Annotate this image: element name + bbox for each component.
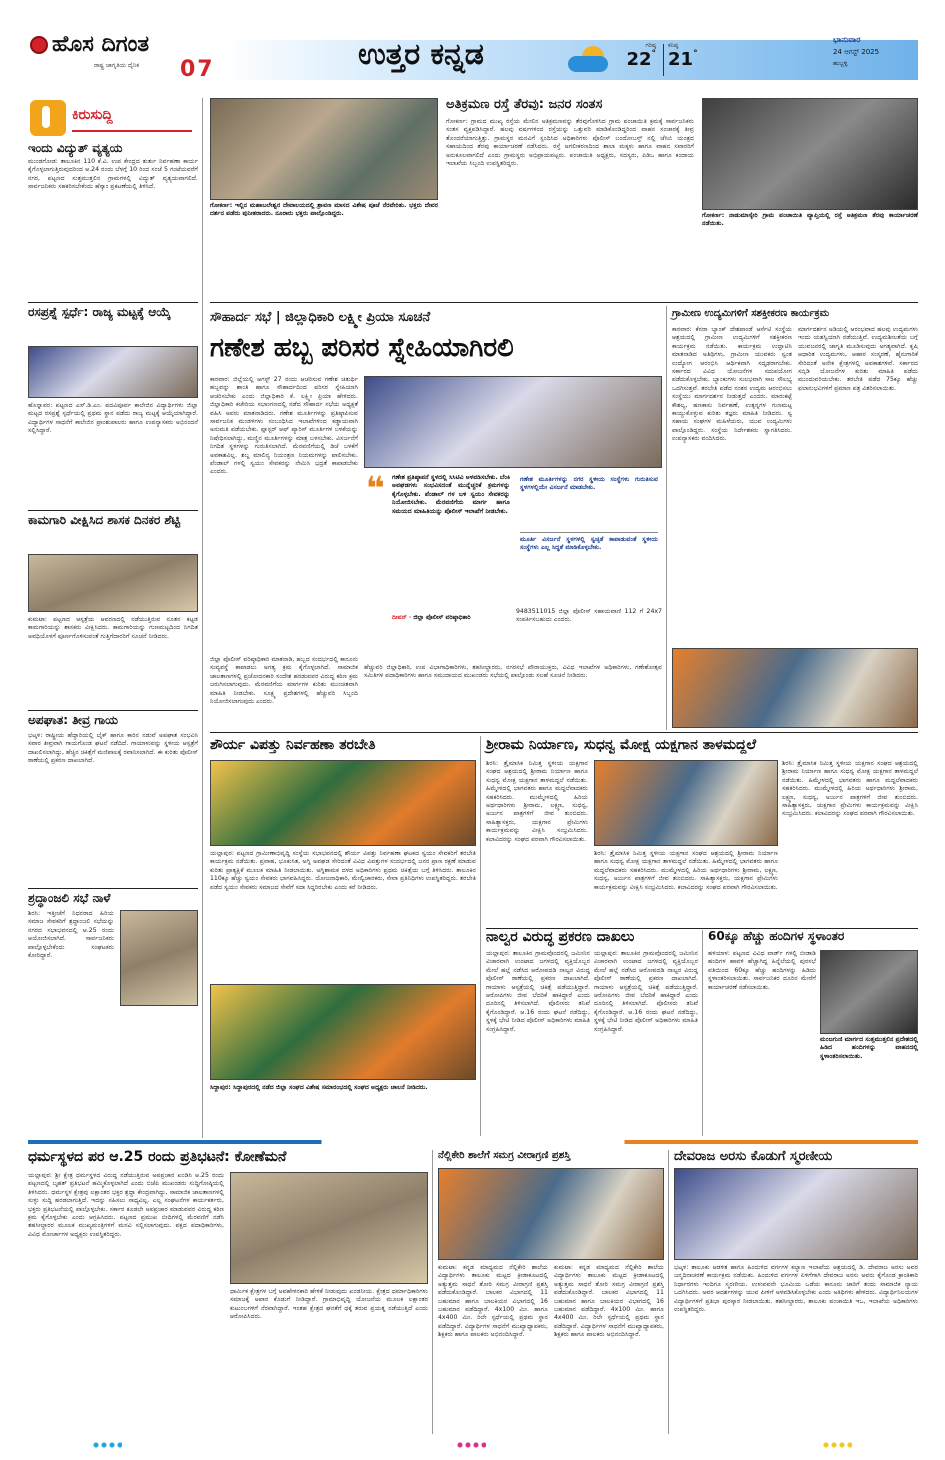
quote-box	[364, 469, 512, 662]
disaster-photo-2	[210, 984, 476, 1080]
disaster-title: ಶೌರ್ಯ ವಿಪತ್ತು ನಿರ್ವಹಣಾ ತರಬೇತಿ	[210, 737, 376, 753]
helpline-text: 9483511015 ಜಿಲ್ಲಾ ಪೊಲೀಸ್ ಸಹಾಯವಾಣಿ 112 ಗೆ 24x7 ಸಂಪರ್ಕಿಸಬಹುದು ಎಂದರು.	[516, 608, 662, 624]
weather-max-value: 22°	[626, 49, 656, 70]
page-number: 07	[180, 57, 215, 82]
logo-text: ಹೊಸ ದಿಗಂತ	[52, 32, 150, 57]
case-body: ಯಲ್ಲಾಪುರ: ತಾಲೂಕಿನ ಗ್ರಾಮವೊಂದರಲ್ಲಿ ಜಮೀನಿನ ವಿಚಾರವಾಗಿ ಉಂಟಾದ ಜಗಳದಲ್ಲಿ ವ್ಯಕ್ತಿಯೊಬ್ಬರ ಮೇಲೆ ಹಲ್ಲೆ ನಡೆಸಿದ ಆರೋಪದಡಿ ನಾಲ್ವರ ವಿರುದ್ಧ ಪೊಲೀಸ್ ಠಾಣೆಯಲ್ಲಿ ಪ್ರಕರಣ ದಾಖಲಾಗಿದೆ. ಗಾಯಾಳು ಆಸ್ಪತ್ರೆಯಲ್ಲಿ ಚಿಕಿತ್ಸೆ ಪಡೆಯುತ್ತಿದ್ದಾರೆ. ಆರೋಪಿಗಳು ಜೀವ ಬೆದರಿಕೆ ಹಾಕಿದ್ದಾರೆ ಎಂದು ದೂರಿನಲ್ಲಿ ತಿಳಿಸಲಾಗಿದೆ. ಪೊಲೀಸರು ತನಿಖೆ ಕೈಗೊಂಡಿದ್ದಾರೆ. ಆ.16 ರಂದು ಘಟನೆ ನಡೆದಿದ್ದು, ಸ್ಥಳಕ್ಕೆ ಭೇಟಿ ನೀಡಿದ ಪೊಲೀಸ್ ಅಧಿಕಾರಿಗಳು ಮಾಹಿತಿ ಸಂಗ್ರಹಿಸಿದ್ದಾರೆ.	[486, 950, 590, 1033]
weather-max	[622, 42, 662, 82]
logo-block	[28, 30, 243, 90]
rural-body: ಕಾರವಾರ: ಕೆನರಾ ಬ್ಯಾಂಕ್ ದೇಶಪಾಂಡೆ ಆರ್ಸೆಟಿ ಸಂಸ್ಥೆಯ ಆಶ್ರಯದಲ್ಲಿ ಗ್ರಾಮೀಣ ಉದ್ಯಮಿಗಳಿಗೆ ಸಶಕ್ತೀಕರಣ ಕಾರ್ಯಕ್ರಮ ನಡೆಯಿತು. ಕಾರ್ಯಕ್ರಮ ಉದ್ಘಾಟಿಸಿ ಮಾತನಾಡಿದ ಅತಿಥಿಗಳು, ಗ್ರಾಮೀಣ ಯುವಕರು ಸ್ವಂತ ಉದ್ಯೋಗ ಆರಂಭಿಸಿ ಆರ್ಥಿಕವಾಗಿ ಸದೃಢರಾಗಬೇಕು. ಸರ್ಕಾರದ ವಿವಿಧ ಯೋಜನೆಗಳ ಸದುಪಯೋಗ ಪಡೆದುಕೊಳ್ಳಬೇಕು. ಬ್ಯಾಂಕುಗಳು ಸುಲಭವಾಗಿ ಸಾಲ ಸೌಲಭ್ಯ ಒದಗಿಸುತ್ತವೆ. ತರಬೇತಿ ಪಡೆದ ನಂತರ ಉದ್ಯಮ ಆರಂಭಿಸಲು ಸಂಸ್ಥೆಯು ಮಾರ್ಗದರ್ಶನ ನೀಡುತ್ತದೆ ಎಂದರು. ಮಾರುಕಟ್ಟೆ ಕೌಶಲ್ಯ, ಹಣಕಾಸು ನಿರ್ವಹಣೆ, ಉತ್ಪನ್ನಗಳ ಗುಣಮಟ್ಟ ಕಾಯ್ದುಕೊಳ್ಳುವ ಕುರಿತು ತಜ್ಞರು ಮಾಹಿತಿ ನೀಡಿದರು. ಸ್ವ ಸಹಾಯ ಸಂಘಗಳ ಮಹಿಳೆಯರು, ಯುವ ಉದ್ಯಮಿಗಳು ಪಾಲ್ಗೊಂಡಿದ್ದರು. ಸಂಸ್ಥೆಯ ನಿರ್ದೇಶಕರು ಸ್ವಾಗತಿಸಿದರು. ಉಪನ್ಯಾಸಕರು ವಂದಿಸಿದರು.	[672, 326, 792, 443]
brief-title-tribute: ಶ್ರದ್ಧಾಂಜಲಿ ಸಭೆ ನಾಳೆ	[28, 891, 111, 905]
brief-title-power: ಇಂದು ವಿದ್ಯುತ್ ವ್ಯತ್ಯಯ	[28, 141, 123, 155]
weather-min-value: 21°	[668, 49, 698, 70]
protest-photo	[230, 1172, 428, 1284]
yakshagana-body: ಶಿರಸಿ: ತ್ರೈಮಾಸಿಕ ನಿಮಿತ್ತ ಸ್ಥಳೀಯ ಯಕ್ಷಗಾನ ಸಂಘದ ಆಶ್ರಯದಲ್ಲಿ ಶ್ರೀರಾಮ ನಿರ್ಯಾಣ ಹಾಗೂ ಸುಧನ್ವ ಮೋಕ್ಷ ಯಕ್ಷಗಾನ ತಾಳಮದ್ದಲೆ ನಡೆಯಿತು. ಹಿಮ್ಮೇಳದಲ್ಲಿ ಭಾಗವತರು ಹಾಗೂ ಮದ್ದಲೆವಾದಕರು ಸಹಕರಿಸಿದರು. ಮುಮ್ಮೇಳದಲ್ಲಿ ಹಿರಿಯ ಅರ್ಥಧಾರಿಗಳು ಶ್ರೀರಾಮ, ಲಕ್ಷ್ಮಣ, ಸುಧನ್ವ, ಅರ್ಜುನ ಪಾತ್ರಗಳಿಗೆ ಜೀವ ತುಂಬಿದರು. ಸಾಹಿತ್ಯಾಸಕ್ತರು, ಯಕ್ಷಗಾನ ಪ್ರೇಮಿಗಳು ಕಾರ್ಯಕ್ರಮವನ್ನು ವೀಕ್ಷಿಸಿ ಸಂಭ್ರಮಿಸಿದರು. ಕಲಾವಿದರನ್ನು ಸಂಘದ ಪರವಾಗಿ ಗೌರವಿಸಲಾಯಿತು.	[486, 760, 588, 843]
column-rule	[480, 736, 481, 1136]
registration-marks	[822, 1442, 852, 1448]
brief-body-tribute: ಶಿರಸಿ: ಇತ್ತೀಚೆಗೆ ನಿಧನರಾದ ಹಿರಿಯ ಸಮಾಜ ಸೇವಕರಿಗೆ ಶ್ರದ್ಧಾಂಜಲಿ ಸಭೆಯನ್ನು ನಗರದ ಸಭಾಭವನದಲ್ಲಿ ಆ.25 ರಂದು ಆಯೋಜಿಸಲಾಗಿದೆ. ಸಾರ್ವಜನಿಕರು ಪಾಲ್ಗೊಳ್ಳಬೇಕೆಂದು ಸಂಘಟಕರು ಕೋರಿದ್ದಾರೆ.	[28, 910, 114, 960]
weather-min-label: ಕನಿಷ್ಠ	[668, 42, 679, 49]
brief-header	[28, 98, 198, 138]
temple-caption: ಗೋಕರ್ಣ: ಇಲ್ಲಿನ ಮಹಾಬಲೇಶ್ವರ ದೇವಾಲಯದಲ್ಲಿ ಶ್ರಾವಣ ಮಾಸದ ವಿಶೇಷ ಪೂಜೆ ನೆರವೇರಿತು. ಭಕ್ತರು ದೇವರ ದರ್ಶನ ಪಡೆದು ಪುನೀತರಾದರು. ನೂರಾರು ಭಕ್ತರು ಪಾಲ್ಗೊಂಡಿದ್ದರು.	[210, 202, 438, 218]
protest-body-2: ಧಾರ್ಮಿಕ ಕ್ಷೇತ್ರಗಳ ಬಗ್ಗೆ ಅವಹೇಳನಕಾರಿ ಹೇಳಿಕೆ ನೀಡುವುದು ಖಂಡನೀಯ. ಕ್ಷೇತ್ರದ ಧರ್ಮಾಧಿಕಾರಿಗಳು ಸಮಾಜಕ್ಕೆ ಅಪಾರ ಕೊಡುಗೆ ನೀಡಿದ್ದಾರೆ. ಗ್ರಾಮಾಭಿವೃದ್ಧಿ ಯೋಜನೆಯ ಮೂಲಕ ಲಕ್ಷಾಂತರ ಕುಟುಂಬಗಳಿಗೆ ನೆರವಾಗಿದ್ದಾರೆ. ಇಂತಹ ಕ್ಷೇತ್ರದ ಘನತೆಗೆ ಧಕ್ಕೆ ತರುವ ಪ್ರಯತ್ನ ನಡೆಯುತ್ತಿದೆ ಎಂದು ಆರೋಪಿಸಿದರು.	[230, 1288, 428, 1321]
brief-title-inspection: ಕಾಮಗಾರಿ ವೀಕ್ಷಿಸಿದ ಶಾಸಕ ದಿನಕರ ಶೆಟ್ಟಿ	[28, 513, 181, 527]
encroachment-title: ಅತಿಕ್ರಮಣ ರಸ್ತೆ ತೆರವು: ಜನರ ಸಂತಸ	[446, 97, 603, 112]
main-body-col1: ಕಾರವಾರ: ಜಿಲ್ಲೆಯಲ್ಲಿ ಆಗಸ್ಟ್ 27 ರಂದು ಆಚರಿಸುವ ಗಣೇಶ ಚತುರ್ಥಿ ಹಬ್ಬವನ್ನು ಶಾಂತಿ ಹಾಗೂ ಸೌಹಾರ್ದದಿಂದ ಪರಿಸರ ಸ್ನೇಹಿಯಾಗಿ ಆಚರಿಸಬೇಕು ಎಂದು ಜಿಲ್ಲಾಧಿಕಾರಿ ಕೆ. ಲಕ್ಷ್ಮೀ ಪ್ರಿಯಾ ಹೇಳಿದರು. ಜಿಲ್ಲಾಧಿಕಾರಿ ಕಚೇರಿಯ ಸಭಾಂಗಣದಲ್ಲಿ ನಡೆದ ಸೌಹಾರ್ದ ಸಭೆಯ ಅಧ್ಯಕ್ಷತೆ ವಹಿಸಿ ಅವರು ಮಾತನಾಡಿದರು. ಗಣೇಶ ಮೂರ್ತಿಗಳನ್ನು ಪ್ರತಿಷ್ಠಾಪಿಸುವ ಸಾರ್ವಜನಿಕ ಮಂಡಳಿಗಳು ಸಂಬಂಧಿಸಿದ ಇಲಾಖೆಗಳಿಂದ ಕಡ್ಡಾಯವಾಗಿ ಅನುಮತಿ ಪಡೆಯಬೇಕು. ಪ್ಲಾಸ್ಟರ್ ಆಫ್ ಪ್ಯಾರಿಸ್ ಮೂರ್ತಿಗಳ ಬಳಕೆಯನ್ನು ನಿಷೇಧಿಸಲಾಗಿದ್ದು, ಮಣ್ಣಿನ ಮೂರ್ತಿಗಳನ್ನು ಮಾತ್ರ ಬಳಸಬೇಕು. ವಿಸರ್ಜನೆಗೆ ನಿಗದಿತ ಸ್ಥಳಗಳನ್ನು ಗುರುತಿಸಲಾಗಿದೆ. ಮೆರವಣಿಗೆಯಲ್ಲಿ ಡಿಜೆ ಬಳಕೆಗೆ ಅವಕಾಶವಿಲ್ಲ. ಶಬ್ದ ಮಾಲಿನ್ಯ ನಿಯಂತ್ರಣ ನಿಯಮಗಳನ್ನು ಪಾಲಿಸಬೇಕು. ಪೆಂಡಾಲ್ ಗಳಲ್ಲಿ ಸ್ವಯಂ ಸೇವಕರನ್ನು ನೇಮಿಸಿ ಭದ್ರತೆ ಕಾಪಾಡಬೇಕು ಎಂದರು.	[210, 376, 358, 476]
yakshagana-body-3: ಶಿರಸಿ: ತ್ರೈಮಾಸಿಕ ನಿಮಿತ್ತ ಸ್ಥಳೀಯ ಯಕ್ಷಗಾನ ಸಂಘದ ಆಶ್ರಯದಲ್ಲಿ ಶ್ರೀರಾಮ ನಿರ್ಯಾಣ ಹಾಗೂ ಸುಧನ್ವ ಮೋಕ್ಷ ಯಕ್ಷಗಾನ ತಾಳಮದ್ದಲೆ ನಡೆಯಿತು. ಹಿಮ್ಮೇಳದಲ್ಲಿ ಭಾಗವತರು ಹಾಗೂ ಮದ್ದಲೆವಾದಕರು ಸಹಕರಿಸಿದರು. ಮುಮ್ಮೇಳದಲ್ಲಿ ಹಿರಿಯ ಅರ್ಥಧಾರಿಗಳು ಶ್ರೀರಾಮ, ಲಕ್ಷ್ಮಣ, ಸುಧನ್ವ, ಅರ್ಜುನ ಪಾತ್ರಗಳಿಗೆ ಜೀವ ತುಂಬಿದರು. ಸಾಹಿತ್ಯಾಸಕ್ತರು, ಯಕ್ಷಗಾನ ಪ್ರೇಮಿಗಳು ಕಾರ್ಯಕ್ರಮವನ್ನು ವೀಕ್ಷಿಸಿ ಸಂಭ್ರಮಿಸಿದರು. ಕಲಾವಿದರನ್ನು ಸಂಘದ ಪರವಾಗಿ ಗೌರವಿಸಲಾಯಿತು.	[782, 760, 918, 818]
point-1: ಗಣೇಶ ಮೂರ್ತಿಗಳನ್ನು ನಗರ ಸ್ಥಳೀಯ ಸಂಸ್ಥೆಗಳು ಗುರುತಿಸುವ ಸ್ಥಳಗಳಲ್ಲಿಯೇ ವಿಸರ್ಜನೆ ಮಾಡಬೇಕು.	[520, 476, 658, 492]
pig-body: ಹಳಿಯಾಳ: ಪಟ್ಟಣದ ವಿವಿಧ ವಾರ್ಡ್ ಗಳಲ್ಲಿ ಬೀಡಾಡಿ ಹಂದಿಗಳ ಹಾವಳಿ ಹೆಚ್ಚಾಗಿದ್ದ ಹಿನ್ನೆಲೆಯಲ್ಲಿ ಪುರಸಭೆ ವತಿಯಿಂದ 60ಕ್ಕೂ ಹೆಚ್ಚು ಹಂದಿಗಳನ್ನು ಹಿಡಿದು ಸ್ಥಳಾಂತರಿಸಲಾಯಿತು. ಸಾರ್ವಜನಿಕರ ದೂರಿನ ಮೇರೆಗೆ ಕಾರ್ಯಾಚರಣೆ ನಡೆಸಲಾಯಿತು.	[708, 950, 816, 991]
brief-photo-inspection	[28, 554, 198, 612]
registration-marks	[456, 1442, 486, 1448]
yakshagana-body-2: ಶಿರಸಿ: ತ್ರೈಮಾಸಿಕ ನಿಮಿತ್ತ ಸ್ಥಳೀಯ ಯಕ್ಷಗಾನ ಸಂಘದ ಆಶ್ರಯದಲ್ಲಿ ಶ್ರೀರಾಮ ನಿರ್ಯಾಣ ಹಾಗೂ ಸುಧನ್ವ ಮೋಕ್ಷ ಯಕ್ಷಗಾನ ತಾಳಮದ್ದಲೆ ನಡೆಯಿತು. ಹಿಮ್ಮೇಳದಲ್ಲಿ ಭಾಗವತರು ಹಾಗೂ ಮದ್ದಲೆವಾದಕರು ಸಹಕರಿಸಿದರು. ಮುಮ್ಮೇಳದಲ್ಲಿ ಹಿರಿಯ ಅರ್ಥಧಾರಿಗಳು ಶ್ರೀರಾಮ, ಲಕ್ಷ್ಮಣ, ಸುಧನ್ವ, ಅರ್ಜುನ ಪಾತ್ರಗಳಿಗೆ ಜೀವ ತುಂಬಿದರು. ಸಾಹಿತ್ಯಾಸಕ್ತರು, ಯಕ್ಷಗಾನ ಪ್ರೇಮಿಗಳು ಕಾರ್ಯಕ್ರಮವನ್ನು ವೀಕ್ಷಿಸಿ ಸಂಭ್ರಮಿಸಿದರು. ಕಲಾವಿದರನ್ನು ಸಂಘದ ಪರವಾಗಿ ಗೌರವಿಸಲಾಯಿತು.	[594, 850, 778, 891]
rural-photo	[672, 648, 918, 728]
pig-photo	[820, 950, 918, 1034]
point-2: ಮೂರ್ತಿ ವಿಸರ್ಜನೆ ಸ್ಥಳಗಳಲ್ಲಿ ಸ್ವಚ್ಛತೆ ಕಾಪಾಡುವಂತೆ ಸ್ಥಳೀಯ ಸಂಸ್ಥೆಗಳು ಎಲ್ಲ ಸಿದ್ಧತೆ ಮಾಡಿಕೊಳ್ಳಬೇಕು.	[520, 536, 658, 552]
case-title: ನಾಲ್ವರ ವಿರುದ್ಧ ಪ್ರಕರಣ ದಾಖಲು	[486, 929, 635, 945]
logo-emblem-icon	[30, 36, 48, 54]
weather-max-label: ಗರಿಷ್ಠ	[645, 42, 656, 49]
point-divider	[520, 532, 658, 533]
main-body-col2: ಜಿಲ್ಲಾ ಪೊಲೀಸ್ ವರಿಷ್ಠಾಧಿಕಾರಿ ಮಾತನಾಡಿ, ಹಬ್ಬದ ಸಂದರ್ಭದಲ್ಲಿ ಕಾನೂನು ಸುವ್ಯವಸ್ಥೆ ಕಾಪಾಡಲು ಅಗತ್ಯ ಕ್ರಮ ಕೈಗೊಳ್ಳಲಾಗಿದೆ. ಸಾಮಾಜಿಕ ಜಾಲತಾಣಗಳಲ್ಲಿ ಪ್ರಚೋದನಕಾರಿ ಸಂದೇಶ ಹರಡುವವರ ವಿರುದ್ಧ ಕಠಿಣ ಕ್ರಮ ಜರುಗಿಸಲಾಗುವುದು. ಮೆರವಣಿಗೆಯ ಮಾರ್ಗಗಳ ಕುರಿತು ಮುಂಚಿತವಾಗಿ ಮಾಹಿತಿ ನೀಡಬೇಕು. ಸೂಕ್ಷ್ಮ ಪ್ರದೇಶಗಳಲ್ಲಿ ಹೆಚ್ಚುವರಿ ಸಿಬ್ಬಂದಿ ನಿಯೋಜಿಸಲಾಗುವುದು ಎಂದರು.	[210, 656, 358, 706]
logo-tagline: ರಾಷ್ಟ್ರ ಜಾಗೃತಿಯ ದೈನಿಕ	[94, 62, 140, 69]
pig-title: 60ಕ್ಕೂ ಹೆಚ್ಚು ಹಂದಿಗಳ ಸ್ಥಳಾಂತರ	[708, 929, 845, 943]
brief-divider	[28, 888, 198, 889]
weather-min	[668, 42, 708, 82]
yakshagana-photo	[594, 760, 778, 846]
brief-divider	[28, 710, 198, 711]
brief-body-power: ಮುಂಡಗೋಡ: ತಾಲೂಕಿನ 110 ಕೆ.ವಿ. ಉಪ ಕೇಂದ್ರದ ತುರ್ತು ನಿರ್ವಹಣಾ ಕಾರ್ಯ ಕೈಗೊಳ್ಳಲಾಗುತ್ತಿರುವುದರಿಂದ ಆ.24 ರಂದು ಬೆಳಗ್ಗೆ 10 ರಿಂದ ಸಂಜೆ 5 ಗಂಟೆಯವರೆಗೆ ನಗರ, ಪಟ್ಟಣದ ಸುತ್ತಮುತ್ತಲಿನ ಗ್ರಾಮಗಳಲ್ಲಿ ವಿದ್ಯುತ್ ವ್ಯತ್ಯಯವಾಗಲಿದೆ. ಸಾರ್ವಜನಿಕರು ಸಹಕರಿಸಬೇಕೆಂದು ಹೆಸ್ಕಾಂ ಪ್ರಕಟಣೆಯಲ್ಲಿ ತಿಳಿಸಿದೆ.	[28, 158, 198, 191]
netball-body: ಕುಮಟಾ: ಕನ್ನಡ ಮಾಧ್ಯಮದ ನೆಲ್ಲಿಕೇರಿ ಶಾಲೆಯ ವಿದ್ಯಾರ್ಥಿಗಳು ತಾಲೂಕು ಮಟ್ಟದ ಕ್ರೀಡಾಕೂಟದಲ್ಲಿ ಅತ್ಯುತ್ತಮ ಸಾಧನೆ ತೋರಿ ಸಮಗ್ರ ವೀರಾಗ್ರಣಿ ಪ್ರಶಸ್ತಿ ಪಡೆದುಕೊಂಡಿದ್ದಾರೆ. ಬಾಲಕರ ವಿಭಾಗದಲ್ಲಿ 11 ಬಹುಮಾನ ಹಾಗೂ ಬಾಲಕಿಯರ ವಿಭಾಗದಲ್ಲಿ 16 ಬಹುಮಾನ ಪಡೆದಿದ್ದಾರೆ. 4x100 ಮೀ. ಹಾಗೂ 4x400 ಮೀ. ರಿಲೇ ಸ್ಪರ್ಧೆಯಲ್ಲಿ ಪ್ರಥಮ ಸ್ಥಾನ ಪಡೆದಿದ್ದಾರೆ. ವಿದ್ಯಾರ್ಥಿಗಳ ಸಾಧನೆಗೆ ಮುಖ್ಯಾಧ್ಯಾಪಕರು, ಶಿಕ್ಷಕರು ಹಾಗೂ ಪಾಲಕರು ಅಭಿನಂದಿಸಿದ್ದಾರೆ.	[438, 1264, 548, 1339]
registration-marks	[92, 1442, 122, 1448]
rural-title: ಗ್ರಾಮೀಣ ಉದ್ಯಮಿಗಳಿಗೆ ಸಶಕ್ತೀಕರಣ ಕಾರ್ಯಕ್ರಮ	[672, 308, 830, 319]
section-title: ಉತ್ತರ ಕನ್ನಡ	[358, 37, 484, 72]
brief-body-quiz: ಹೊನ್ನಾವರ: ಪಟ್ಟಣದ ಎಸ್.ಡಿ.ಎಂ. ಪದವಿಪೂರ್ವ ಕಾಲೇಜಿನ ವಿದ್ಯಾರ್ಥಿಗಳು ಜಿಲ್ಲಾ ಮಟ್ಟದ ರಸಪ್ರಶ್ನೆ ಸ್ಪರ್ಧೆಯಲ್ಲಿ ಪ್ರಥಮ ಸ್ಥಾನ ಪಡೆದು ರಾಜ್ಯ ಮಟ್ಟಕ್ಕೆ ಆಯ್ಕೆಯಾಗಿದ್ದಾರೆ. ವಿದ್ಯಾರ್ಥಿಗಳ ಸಾಧನೆಗೆ ಕಾಲೇಜಿನ ಪ್ರಾಂಶುಪಾಲರು ಹಾಗೂ ಉಪನ್ಯಾಸಕರು ಅಭಿನಂದನೆ ಸಲ್ಲಿಸಿದ್ದಾರೆ.	[28, 402, 198, 435]
encroachment-body: ಗೋಕರ್ಣ: ಗ್ರಾಮದ ಮುಖ್ಯ ರಸ್ತೆಯ ಮೇಲಿನ ಅತಿಕ್ರಮಣವನ್ನು ತೆರವುಗೊಳಿಸಿದ ಗ್ರಾಮ ಪಂಚಾಯಿತಿ ಕ್ರಮಕ್ಕೆ ಸಾರ್ವಜನಿಕರು ಸಂತಸ ವ್ಯಕ್ತಪಡಿಸಿದ್ದಾರೆ. ಹಲವು ವರ್ಷಗಳಿಂದ ರಸ್ತೆಯನ್ನು ಒತ್ತುವರಿ ಮಾಡಿಕೊಂಡಿದ್ದರಿಂದ ವಾಹನ ಸಂಚಾರಕ್ಕೆ ತೀವ್ರ ತೊಂದರೆಯಾಗುತ್ತಿತ್ತು. ಗ್ರಾಮಸ್ಥರ ಮನವಿಗೆ ಸ್ಪಂದಿಸಿದ ಅಧಿಕಾರಿಗಳು ಪೊಲೀಸ್ ಬಂದೋಬಸ್ತ್ ನಲ್ಲಿ ಜೆಸಿಬಿ ಯಂತ್ರದ ಸಹಾಯದಿಂದ ತೆರವು ಕಾರ್ಯಾಚರಣೆ ನಡೆಸಿದರು. ರಸ್ತೆ ಅಗಲೀಕರಣದಿಂದ ಶಾಲಾ ಮಕ್ಕಳು ಹಾಗೂ ವಾಹನ ಸವಾರರಿಗೆ ಅನುಕೂಲವಾಗಲಿದೆ ಎಂದು ಗ್ರಾಮಸ್ಥರು ಅಭಿಪ್ರಾಯಪಟ್ಟರು. ಪಂಚಾಯಿತಿ ಅಧ್ಯಕ್ಷರು, ಸದಸ್ಯರು, ಪಿಡಿಒ ಹಾಗೂ ಕಂದಾಯ ಇಲಾಖೆಯ ಸಿಬ್ಬಂದಿ ಉಪಸ್ಥಿತರಿದ್ದರು.	[446, 118, 694, 168]
masthead	[28, 30, 918, 94]
brief-divider	[28, 302, 198, 303]
disaster-photo	[210, 760, 476, 846]
temple-photo	[210, 98, 438, 200]
encroachment-photo	[702, 98, 918, 210]
rural-body-b: ಮಾರ್ಗದರ್ಶನ ಅಡಿಯಲ್ಲಿ ಆರಂಭವಾದ ಹಲವು ಉದ್ಯಮಗಳು ಇಂದು ಯಶಸ್ವಿಯಾಗಿ ನಡೆಯುತ್ತಿವೆ. ಉದ್ಯಮಶೀಲತೆಯ ಬಗ್ಗೆ ಯುವಜನರಲ್ಲಿ ಜಾಗೃತಿ ಮೂಡಿಸುವುದು ಅಗತ್ಯವಾಗಿದೆ. ಕೃಷಿ ಆಧಾರಿತ ಉದ್ಯಮಗಳು, ಆಹಾರ ಸಂಸ್ಕರಣೆ, ಹೈನುಗಾರಿಕೆ ಸೇರಿದಂತೆ ಅನೇಕ ಕ್ಷೇತ್ರಗಳಲ್ಲಿ ಅವಕಾಶಗಳಿವೆ. ಸರ್ಕಾರದ ಸಬ್ಸಿಡಿ ಯೋಜನೆಗಳ ಕುರಿತು ಮಾಹಿತಿ ಪಡೆದು ಮುಂದುವರಿಯಬೇಕು. ತರಬೇತಿ ಪಡೆದ 75ಕ್ಕೂ ಹೆಚ್ಚು ಫಲಾನುಭವಿಗಳಿಗೆ ಪ್ರಮಾಣ ಪತ್ರ ವಿತರಿಸಲಾಯಿತು.	[798, 326, 918, 392]
protest-body: ಯಲ್ಲಾಪುರ: ಶ್ರೀ ಕ್ಷೇತ್ರ ಧರ್ಮಸ್ಥಳದ ವಿರುದ್ಧ ನಡೆಯುತ್ತಿರುವ ಅಪಪ್ರಚಾರ ಖಂಡಿಸಿ ಆ.25 ರಂದು ಪಟ್ಟಣದಲ್ಲಿ ಬೃಹತ್ ಪ್ರತಿಭಟನೆ ಹಮ್ಮಿಕೊಳ್ಳಲಾಗಿದೆ ಎಂದು ಬಿಜೆಪಿ ಮುಖಂಡರು ಸುದ್ದಿಗೋಷ್ಠಿಯಲ್ಲಿ ತಿಳಿಸಿದರು. ಧರ್ಮಸ್ಥಳ ಕ್ಷೇತ್ರವು ಲಕ್ಷಾಂತರ ಭಕ್ತರ ಶ್ರದ್ಧಾ ಕೇಂದ್ರವಾಗಿದ್ದು, ಸಾಮಾಜಿಕ ಜಾಲತಾಣಗಳಲ್ಲಿ ಸುಳ್ಳು ಸುದ್ದಿ ಹರಡಲಾಗುತ್ತಿದೆ. ಇದನ್ನು ಸಹಿಸಲು ಸಾಧ್ಯವಿಲ್ಲ. ಎಲ್ಲ ಸಂಘಟನೆಗಳ ಕಾರ್ಯಕರ್ತರು, ಭಕ್ತರು ಪ್ರತಿಭಟನೆಯಲ್ಲಿ ಪಾಲ್ಗೊಳ್ಳಬೇಕು. ಸರ್ಕಾರ ಕೂಡಲೇ ಅಪಪ್ರಚಾರ ಮಾಡುವವರ ವಿರುದ್ಧ ಕಠಿಣ ಕ್ರಮ ಕೈಗೊಳ್ಳಬೇಕು ಎಂದು ಆಗ್ರಹಿಸಿದರು. ಪಟ್ಟಣದ ಪ್ರಮುಖ ಬೀದಿಗಳಲ್ಲಿ ಮೆರವಣಿಗೆ ನಡೆಸಿ ತಹಸೀಲ್ದಾರರ ಮೂಲಕ ಮುಖ್ಯಮಂತ್ರಿಗಳಿಗೆ ಮನವಿ ಸಲ್ಲಿಸಲಾಗುವುದು. ಪಕ್ಷದ ಪದಾಧಿಕಾರಿಗಳು, ವಿವಿಧ ಮೋರ್ಚಾಗಳ ಅಧ್ಯಕ್ಷರು ಉಪಸ್ಥಿತರಿದ್ದರು.	[28, 1172, 224, 1238]
brief-underline	[72, 130, 192, 132]
yakshagana-title: ಶ್ರೀರಾಮ ನಿರ್ಯಾಣ, ಸುಧನ್ವ ಮೋಕ್ಷ ಯಕ್ಷಗಾನ ತಾಳಮದ್ದಲೆ	[486, 737, 756, 753]
row-divider	[210, 302, 918, 303]
brief-title-accident: ಅಪಘಾತ: ತೀವ್ರ ಗಾಯ	[28, 713, 118, 727]
brief-photo-tribute	[120, 910, 198, 1006]
weather-divider	[663, 44, 664, 76]
row-divider	[210, 732, 918, 733]
main-kicker: ಸೌಹಾರ್ದ ಸಭೆ | ಜಿಲ್ಲಾಧಿಕಾರಿ ಲಕ್ಷ್ಮೀ ಪ್ರಿಯಾ ಸೂಚನೆ	[210, 310, 431, 325]
brief-divider	[28, 510, 198, 511]
meeting-photo	[364, 376, 662, 468]
devaraj-body: ಭಟ್ಕಳ: ತಾಲೂಕು ಆಡಳಿತ ಹಾಗೂ ಹಿಂದುಳಿದ ವರ್ಗಗಳ ಕಲ್ಯಾಣ ಇಲಾಖೆಯ ಆಶ್ರಯದಲ್ಲಿ ಡಿ. ದೇವರಾಜ ಅರಸು ಅವರ ಜನ್ಮದಿನಾಚರಣೆ ಕಾರ್ಯಕ್ರಮ ನಡೆಯಿತು. ಹಿಂದುಳಿದ ವರ್ಗಗಳ ಏಳಿಗೆಗಾಗಿ ದೇವರಾಜ ಅರಸು ಅವರು ಕೈಗೊಂಡ ಕ್ರಾಂತಿಕಾರಿ ನಿರ್ಧಾರಗಳು ಇಂದಿಗೂ ಸ್ಮರಣೀಯ. ಉಳುವವನೇ ಭೂಮಿಯ ಒಡೆಯ ಕಾನೂನು ಜಾರಿಗೆ ತಂದು ಸಾಮಾಜಿಕ ನ್ಯಾಯ ಒದಗಿಸಿದರು. ಅವರ ಆದರ್ಶಗಳನ್ನು ಯುವ ಪೀಳಿಗೆ ಅಳವಡಿಸಿಕೊಳ್ಳಬೇಕು ಎಂದು ಅತಿಥಿಗಳು ಹೇಳಿದರು. ವಿದ್ಯಾರ್ಥಿನಿಲಯಗಳ ವಿದ್ಯಾರ್ಥಿಗಳಿಗೆ ಪ್ರತಿಭಾ ಪುರಸ್ಕಾರ ನೀಡಲಾಯಿತು. ತಹಸೀಲ್ದಾರರು, ತಾಲೂಕು ಪಂಚಾಯಿತಿ ಇಒ, ಇಲಾಖೆಯ ಅಧಿಕಾರಿಗಳು ಉಪಸ್ಥಿತರಿದ್ದರು.	[674, 1264, 918, 1314]
netball-body-2: ಕುಮಟಾ: ಕನ್ನಡ ಮಾಧ್ಯಮದ ನೆಲ್ಲಿಕೇರಿ ಶಾಲೆಯ ವಿದ್ಯಾರ್ಥಿಗಳು ತಾಲೂಕು ಮಟ್ಟದ ಕ್ರೀಡಾಕೂಟದಲ್ಲಿ ಅತ್ಯುತ್ತಮ ಸಾಧನೆ ತೋರಿ ಸಮಗ್ರ ವೀರಾಗ್ರಣಿ ಪ್ರಶಸ್ತಿ ಪಡೆದುಕೊಂಡಿದ್ದಾರೆ. ಬಾಲಕರ ವಿಭಾಗದಲ್ಲಿ 11 ಬಹುಮಾನ ಹಾಗೂ ಬಾಲಕಿಯರ ವಿಭಾಗದಲ್ಲಿ 16 ಬಹುಮಾನ ಪಡೆದಿದ್ದಾರೆ. 4x100 ಮೀ. ಹಾಗೂ 4x400 ಮೀ. ರಿಲೇ ಸ್ಪರ್ಧೆಯಲ್ಲಿ ಪ್ರಥಮ ಸ್ಥಾನ ಪಡೆದಿದ್ದಾರೆ. ವಿದ್ಯಾರ್ಥಿಗಳ ಸಾಧನೆಗೆ ಮುಖ್ಯಾಧ್ಯಾಪಕರು, ಶಿಕ್ಷಕರು ಹಾಗೂ ಪಾಲಕರು ಅಭಿನಂದಿಸಿದ್ದಾರೆ.	[554, 1264, 664, 1339]
encroachment-photo-caption: ಗೋಕರ್ಣ: ನಾಡುಮಾಸ್ಕೇರಿ ಗ್ರಾಮ ಪಂಚಾಯಿತಿ ವ್ಯಾಪ್ತಿಯಲ್ಲಿ ರಸ್ತೆ ಅತಿಕ್ರಮಣ ತೆರವು ಕಾರ್ಯಾಚರಣೆ ನಡೆಯಿತು.	[702, 212, 918, 228]
main-headline: ಗಣೇಶ ಹಬ್ಬ ಪರಿಸರ ಸ್ನೇಹಿಯಾಗಿರಲಿ	[210, 333, 514, 363]
disaster-body: ಯಲ್ಲಾಪುರ: ಪಟ್ಟಣದ ಗ್ರಾಮೀಣಾಭಿವೃದ್ಧಿ ಸಂಸ್ಥೆಯ ಸಭಾಭವನದಲ್ಲಿ ಶೌರ್ಯ ವಿಪತ್ತು ನಿರ್ವಹಣಾ ಘಟಕದ ಸ್ವಯಂ ಸೇವಕರಿಗೆ ತರಬೇತಿ ಕಾರ್ಯಕ್ರಮ ನಡೆಯಿತು. ಪ್ರವಾಹ, ಭೂಕುಸಿತ, ಅಗ್ನಿ ಅವಘಡ ಸೇರಿದಂತೆ ವಿವಿಧ ವಿಪತ್ತುಗಳ ಸಂದರ್ಭದಲ್ಲಿ ಜನರ ಪ್ರಾಣ ರಕ್ಷಣೆ ಮಾಡುವ ಕುರಿತು ಪ್ರಾತ್ಯಕ್ಷಿಕೆ ಮೂಲಕ ಮಾಹಿತಿ ನೀಡಲಾಯಿತು. ಅಗ್ನಿಶಾಮಕ ದಳದ ಅಧಿಕಾರಿಗಳು ಪ್ರಥಮ ಚಿಕಿತ್ಸೆಯ ಬಗ್ಗೆ ತಿಳಿಸಿದರು. ತಾಲೂಕಿನ 110ಕ್ಕೂ ಹೆಚ್ಚು ಸ್ವಯಂ ಸೇವಕರು ಭಾಗವಹಿಸಿದ್ದರು. ಯೋಜನಾಧಿಕಾರಿ, ಮೇಲ್ವಿಚಾರಕರು, ಸೇವಾ ಪ್ರತಿನಿಧಿಗಳು ಉಪಸ್ಥಿತರಿದ್ದರು. ತರಬೇತಿ ಪಡೆದ ಸ್ವಯಂ ಸೇವಕರು ಸಮಾಜದ ಸೇವೆಗೆ ಸದಾ ಸಿದ್ಧರಿರಬೇಕು ಎಂದು ಕರೆ ನೀಡಿದರು.	[210, 850, 476, 891]
netball-photo	[438, 1168, 664, 1260]
pig-caption: ಮಂಜಗುಣಿ ಮಾರ್ಗದ ಸುತ್ತಮುತ್ತಲಿನ ಪ್ರದೇಶದಲ್ಲಿ ಹಿಡಿದ ಹಂದಿಗಳನ್ನು ವಾಹನದಲ್ಲಿ ಸ್ಥಳಾಂತರಿಸಲಾಯಿತು.	[820, 1036, 918, 1060]
column-rule	[702, 930, 703, 1136]
weather-cloud-icon	[568, 46, 612, 72]
quote-text: ಗಣೇಶ ಪ್ರತಿಷ್ಠಾಪನೆ ಸ್ಥಳದಲ್ಲಿ ಸಿಸಿಟಿವಿ ಅಳವಡಿಸಬೇಕು. ಬೆಂಕಿ ಅವಘಡಗಳು ಸಂಭವಿಸದಂತೆ ಮುನ್ನೆಚ್ಚರಿಕೆ ಕ್ರಮಗಳನ್ನು ಕೈಗೊಳ್ಳಬೇಕು. ಪೆಂಡಾಲ್ ಗಳ ಬಳಿ ಸ್ವಯಂ ಸೇವಕರನ್ನು ನಿಯೋಜಿಸಬೇಕು. ಮೆರವಣಿಗೆಯ ಮಾರ್ಗ ಹಾಗೂ ಸಮಯದ ಮಾಹಿತಿಯನ್ನು ಪೊಲೀಸ್ ಇಲಾಖೆಗೆ ನೀಡಬೇಕು.	[392, 474, 510, 515]
date-label: 24 ಆಗಸ್ಟ್ 2025	[833, 47, 880, 56]
brief-label: ಕಿರುಸುದ್ದಿ	[72, 107, 113, 123]
main-body-col3: ಹೆಚ್ಚುವರಿ ಜಿಲ್ಲಾಧಿಕಾರಿ, ಉಪ ವಿಭಾಗಾಧಿಕಾರಿಗಳು, ತಹಸೀಲ್ದಾರರು, ನಗರಸಭೆ ಪೌರಾಯುಕ್ತರು, ವಿವಿಧ ಇಲಾಖೆಗಳ ಅಧಿಕಾರಿಗಳು, ಗಣೇಶೋತ್ಸವ ಸಮಿತಿಗಳ ಪದಾಧಿಕಾರಿಗಳು ಹಾಗೂ ಸಮುದಾಯದ ಮುಖಂಡರು ಸಭೆಯಲ್ಲಿ ಪಾಲ್ಗೊಂಡು ಸಲಹೆ ಸೂಚನೆ ನೀಡಿದರು.	[364, 664, 662, 680]
brief-column	[28, 98, 198, 1138]
column-rule	[666, 306, 667, 730]
date-block	[833, 36, 918, 86]
bottom-color-band	[28, 1140, 918, 1144]
case-body-2: ಯಲ್ಲಾಪುರ: ತಾಲೂಕಿನ ಗ್ರಾಮವೊಂದರಲ್ಲಿ ಜಮೀನಿನ ವಿಚಾರವಾಗಿ ಉಂಟಾದ ಜಗಳದಲ್ಲಿ ವ್ಯಕ್ತಿಯೊಬ್ಬರ ಮೇಲೆ ಹಲ್ಲೆ ನಡೆಸಿದ ಆರೋಪದಡಿ ನಾಲ್ವರ ವಿರುದ್ಧ ಪೊಲೀಸ್ ಠಾಣೆಯಲ್ಲಿ ಪ್ರಕರಣ ದಾಖಲಾಗಿದೆ. ಗಾಯಾಳು ಆಸ್ಪತ್ರೆಯಲ್ಲಿ ಚಿಕಿತ್ಸೆ ಪಡೆಯುತ್ತಿದ್ದಾರೆ. ಆರೋಪಿಗಳು ಜೀವ ಬೆದರಿಕೆ ಹಾಕಿದ್ದಾರೆ ಎಂದು ದೂರಿನಲ್ಲಿ ತಿಳಿಸಲಾಗಿದೆ. ಪೊಲೀಸರು ತನಿಖೆ ಕೈಗೊಂಡಿದ್ದಾರೆ. ಆ.16 ರಂದು ಘಟನೆ ನಡೆದಿದ್ದು, ಸ್ಥಳಕ್ಕೆ ಭೇಟಿ ನೀಡಿದ ಪೊಲೀಸ್ ಅಧಿಕಾರಿಗಳು ಮಾಹಿತಿ ಸಂಗ್ರಹಿಸಿದ್ದಾರೆ.	[594, 950, 698, 1033]
city-label: ಹುಬ್ಬಳ್ಳಿ	[833, 59, 848, 67]
finger-icon	[30, 100, 66, 136]
day-label: ಭಾನುವಾರ	[833, 35, 861, 44]
quote-mark-icon: ❝	[366, 469, 385, 507]
devaraj-photo	[674, 1168, 918, 1260]
column-rule	[202, 98, 203, 1138]
netball-title: ನೆಲ್ಲಿಕೇರಿ ಶಾಲೆಗೆ ಸಮಗ್ರ ವೀರಾಗ್ರಣಿ ಪ್ರಶಸ್ತಿ	[438, 1150, 571, 1161]
brief-body-inspection: ಕುಮಟಾ: ಪಟ್ಟಣದ ಆಸ್ಪತ್ರೆಯ ಆವರಣದಲ್ಲಿ ನಡೆಯುತ್ತಿರುವ ನೂತನ ಕಟ್ಟಡ ಕಾಮಗಾರಿಯನ್ನು ಶಾಸಕರು ವೀಕ್ಷಿಸಿದರು. ಕಾಮಗಾರಿಯನ್ನು ಗುಣಮಟ್ಟದಿಂದ ನಿಗದಿತ ಅವಧಿಯೊಳಗೆ ಪೂರ್ಣಗೊಳಿಸುವಂತೆ ಗುತ್ತಿಗೆದಾರರಿಗೆ ಸೂಚನೆ ನೀಡಿದರು.	[28, 616, 198, 640]
quote-author: ದೀಪನ್ · ಜಿಲ್ಲಾ ಪೊಲೀಸ್ ವರಿಷ್ಠಾಧಿಕಾರಿ	[392, 614, 471, 621]
brief-title-quiz: ರಸಪ್ರಶ್ನೆ ಸ್ಪರ್ಧೆ: ರಾಜ್ಯ ಮಟ್ಟಕ್ಕೆ ಆಯ್ಕೆ	[28, 305, 171, 319]
devaraj-title: ದೇವರಾಜ ಅರಸು ಕೊಡುಗೆ ಸ್ಮರಣೀಯ	[674, 1149, 833, 1164]
brief-body-accident: ಭಟ್ಕಳ: ರಾಷ್ಟ್ರೀಯ ಹೆದ್ದಾರಿಯಲ್ಲಿ ಬೈಕ್ ಹಾಗೂ ಕಾರಿನ ನಡುವೆ ಅಪಘಾತ ಸಂಭವಿಸಿ ಸವಾರ ತೀವ್ರವಾಗಿ ಗಾಯಗೊಂಡ ಘಟನೆ ನಡೆದಿದೆ. ಗಾಯಾಳುವನ್ನು ಸ್ಥಳೀಯ ಆಸ್ಪತ್ರೆಗೆ ದಾಖಲಿಸಲಾಗಿದ್ದು, ಹೆಚ್ಚಿನ ಚಿಕಿತ್ಸೆಗೆ ಮಣಿಪಾಲಕ್ಕೆ ರವಾನಿಸಲಾಗಿದೆ. ಈ ಕುರಿತು ಪೊಲೀಸ್ ಠಾಣೆಯಲ್ಲಿ ಪ್ರಕರಣ ದಾಖಲಾಗಿದೆ.	[28, 732, 198, 765]
disaster-caption: ಸಿದ್ದಾಪುರ: ಸಿದ್ದಾಪುರದಲ್ಲಿ ನಡೆದ ಜಿಲ್ಲಾ ಸಂಘದ ವಿಶೇಷ ಸಮಾರಂಭದಲ್ಲಿ ಸಂಘದ ಅಧ್ಯಕ್ಷರು ಚಾಲನೆ ನೀಡಿದರು.	[210, 1084, 428, 1091]
column-rule	[432, 1150, 433, 1434]
points-box	[516, 472, 662, 604]
column-rule	[668, 1150, 669, 1434]
protest-title: ಧರ್ಮಸ್ಥಳದ ಪರ ಆ.25 ರಂದು ಪ್ರತಿಭಟನೆ: ಕೋಣೆಮನೆ	[28, 1149, 287, 1165]
brief-photo-quiz	[28, 346, 198, 398]
